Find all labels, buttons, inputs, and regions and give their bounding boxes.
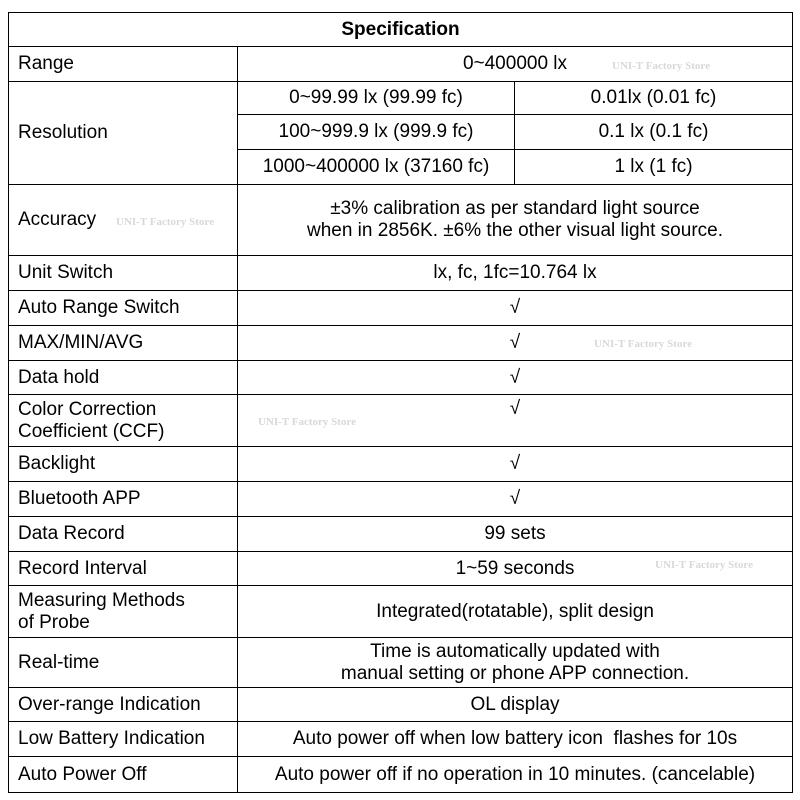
accuracy-line-1: ±3% calibration as per standard light source [330, 198, 700, 219]
table-row [9, 586, 793, 638]
over-range-label: Over-range Indication [9, 688, 238, 722]
auto-range-label: Auto Range Switch [9, 291, 238, 326]
probe-label [9, 586, 238, 638]
real-time-line-1: Time is automatically updated with [370, 640, 660, 662]
backlight-check: √ [238, 447, 793, 482]
table-row [9, 552, 793, 586]
unit-switch-label: Unit Switch [9, 256, 238, 291]
auto-range-check: √ [238, 291, 793, 326]
ccf-check: √ [238, 395, 793, 447]
watermark: UNI-T Factory Store [116, 216, 214, 228]
data-hold-label: Data hold [9, 361, 238, 395]
table-row [9, 326, 793, 361]
resolution-range-2: 100~999.9 lx (999.9 fc) [238, 115, 515, 150]
accuracy-label: Accuracy [9, 185, 238, 256]
bluetooth-label: Bluetooth APP [9, 482, 238, 517]
accuracy-line-2: when in 2856K. ±6% the other visual light source. [306, 220, 723, 241]
table-row [9, 185, 793, 256]
probe-value: Integrated(rotatable), split design [238, 586, 793, 638]
table-row [9, 638, 793, 688]
probe-label-line-2: of Probe [18, 611, 90, 633]
table-row [9, 757, 793, 793]
record-interval-label: Record Interval [9, 552, 238, 586]
bluetooth-check: √ [238, 482, 793, 517]
watermark: UNI-T Factory Store [594, 338, 692, 350]
ccf-label [9, 395, 238, 447]
resolution-range-1: 0~99.99 lx (99.99 fc) [238, 82, 515, 115]
table-row [9, 482, 793, 517]
backlight-label: Backlight [9, 447, 238, 482]
record-interval-value: 1~59 seconds [238, 552, 793, 586]
resolution-value-3: 1 lx (1 fc) [515, 150, 793, 185]
range-value: 0~400000 lx [238, 47, 793, 82]
watermark: UNI-T Factory Store [612, 60, 710, 72]
data-record-value: 99 sets [238, 517, 793, 552]
data-hold-check: √ [238, 361, 793, 395]
ccf-label-line-2: Coefficient (CCF) [18, 420, 165, 442]
real-time-label: Real-time [9, 638, 238, 688]
table-row [9, 361, 793, 395]
resolution-range-3: 1000~400000 lx (37160 fc) [238, 150, 515, 185]
auto-power-off-label: Auto Power Off [9, 757, 238, 793]
max-min-avg-label: MAX/MIN/AVG [9, 326, 238, 361]
table-row [9, 688, 793, 722]
unit-switch-value: lx, fc, 1fc=10.764 lx [238, 256, 793, 291]
title-row [9, 13, 793, 47]
watermark: UNI-T Factory Store [258, 416, 356, 428]
accuracy-value [238, 185, 793, 256]
ccf-label-line-1: Color Correction [18, 398, 157, 420]
table-row [9, 447, 793, 482]
range-label: Range [9, 47, 238, 82]
auto-power-off-value: Auto power off if no operation in 10 minutes. (cancelable) [238, 757, 793, 793]
real-time-value [238, 638, 793, 688]
resolution-value-1: 0.01lx (0.01 fc) [515, 82, 793, 115]
data-record-label: Data Record [9, 517, 238, 552]
real-time-line-2: manual setting or phone APP connection. [340, 662, 690, 684]
table-row [9, 256, 793, 291]
over-range-value: OL display [238, 688, 793, 722]
low-battery-value: Auto power off when low battery icon flashes for 10s [238, 722, 793, 757]
table-row [9, 291, 793, 326]
table-row [9, 47, 793, 82]
low-battery-label: Low Battery Indication [9, 722, 238, 757]
watermark: UNI-T Factory Store [655, 559, 753, 571]
resolution-value-2: 0.1 lx (0.1 fc) [515, 115, 793, 150]
table-row [9, 82, 793, 115]
table-row [9, 517, 793, 552]
table-row [9, 395, 793, 447]
probe-label-line-1: Measuring Methods [18, 589, 185, 611]
table-row [9, 722, 793, 757]
table-title: Specification [9, 13, 793, 47]
specification-table [8, 12, 793, 793]
max-min-avg-check: √ [238, 326, 793, 361]
resolution-label: Resolution [9, 82, 238, 185]
